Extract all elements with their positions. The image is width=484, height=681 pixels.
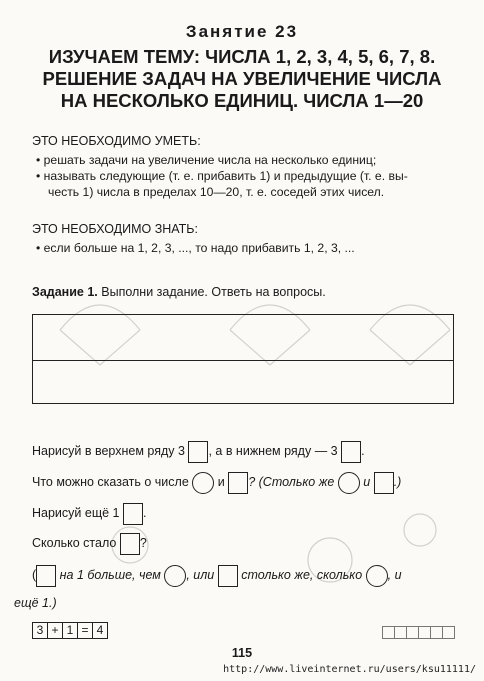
topic-line: НА НЕСКОЛЬКО ЕДИНИЦ. ЧИСЛА 1—20 xyxy=(60,90,424,111)
answer-box[interactable] xyxy=(218,565,238,587)
q5-text-e: , и xyxy=(387,568,402,582)
q5-text-b: на 1 больше, чем xyxy=(59,568,161,582)
topic-heading xyxy=(10,46,474,112)
answer-box[interactable] xyxy=(374,472,394,494)
q2-text-b: и xyxy=(217,475,225,489)
skills-item: • решать задачи на увеличение числа на несколько единиц; xyxy=(36,153,377,167)
equation-cell: = xyxy=(78,623,93,638)
q2-text-c: ? (Столько же xyxy=(248,475,335,489)
answer-box[interactable] xyxy=(188,441,208,463)
skills-block xyxy=(32,134,472,200)
q4-text-b: ? xyxy=(139,536,147,550)
q5-text-a: ( xyxy=(32,568,37,582)
question-5 xyxy=(32,564,402,587)
q2-text-a: Что можно сказать о числе xyxy=(32,475,189,489)
topic-line: РЕШЕНИЕ ЗАДАЧ НА УВЕЛИЧЕНИЕ ЧИСЛА xyxy=(42,68,442,89)
task-label: Задание 1. xyxy=(32,285,98,299)
q2-text-d: и xyxy=(363,475,371,489)
knowledge-block xyxy=(32,222,472,256)
question-4 xyxy=(32,532,147,555)
equation-cell: 4 xyxy=(96,623,104,637)
q1-text-b: , а в нижнем ряду — 3 xyxy=(208,444,338,458)
answer-box[interactable] xyxy=(123,503,143,525)
topic-line: ИЗУЧАЕМ ТЕМУ: ЧИСЛА 1, 2, 3, 4, 5, 6, 7, 8. xyxy=(48,46,436,67)
equation-cells xyxy=(32,622,108,639)
q3-text-b: . xyxy=(142,506,147,520)
q5-text-d: столько же, сколько xyxy=(241,568,363,582)
question-2 xyxy=(32,471,401,494)
drawing-area[interactable] xyxy=(32,314,454,404)
knowledge-item: • если больше на 1, 2, 3, ..., то надо прибавить 1, 2, 3, ... xyxy=(36,241,355,255)
answer-box[interactable] xyxy=(36,565,56,587)
equation-cell: 3 xyxy=(33,623,48,638)
equation-cell: 1 xyxy=(63,623,78,638)
q4-text-a: Сколько стало xyxy=(32,536,117,550)
knowledge-item-text: если больше на 1, 2, 3, ..., то надо прибавить 1, 2, 3, ... xyxy=(43,241,355,255)
lesson-title: Занятие 23 xyxy=(185,22,299,41)
answer-circle[interactable] xyxy=(192,472,214,494)
answer-circle[interactable] xyxy=(338,472,360,494)
q1-text-c: . xyxy=(361,444,365,458)
q2-text-e: .) xyxy=(393,475,402,489)
skills-item-text: называть следующие (т. е. прибавить 1) и предыдущие (т. е. вы- xyxy=(43,169,408,183)
answer-grid-cells[interactable] xyxy=(382,626,455,639)
question-5-continued: ещё 1.) xyxy=(14,596,57,610)
answer-box[interactable] xyxy=(120,533,140,555)
equation-cell: + xyxy=(48,623,63,638)
skills-item: • называть следующие (т. е. прибавить 1) и предыдущие (т. е. вы- xyxy=(36,169,408,183)
page-number: 115 xyxy=(231,646,253,660)
q5-text-c: , или xyxy=(186,568,215,582)
q3-text-a: Нарисуй ещё 1 xyxy=(32,506,120,520)
skills-item-text: решать задачи на увеличение числа на несколько единиц; xyxy=(43,153,377,167)
task-text: Выполни задание. Ответь на вопросы. xyxy=(101,285,326,299)
question-3 xyxy=(32,502,146,525)
answer-box[interactable] xyxy=(228,472,248,494)
q1-text-a: Нарисуй в верхнем ряду 3 xyxy=(32,444,185,458)
skills-item-continued: честь 1) числа в пределах 10—20, т. е. соседей этих чисел. xyxy=(48,185,385,199)
skills-heading: ЭТО НЕОБХОДИМО УМЕТЬ: xyxy=(32,134,201,148)
source-url[interactable]: http://www.liveinternet.ru/users/ksu11111/ xyxy=(223,664,476,675)
knowledge-heading: ЭТО НЕОБХОДИМО ЗНАТЬ: xyxy=(32,222,198,236)
answer-circle[interactable] xyxy=(164,565,186,587)
question-1 xyxy=(32,440,365,463)
answer-circle[interactable] xyxy=(366,565,388,587)
task-header xyxy=(32,285,326,299)
answer-box[interactable] xyxy=(341,441,361,463)
drawing-row-divider xyxy=(33,360,453,361)
